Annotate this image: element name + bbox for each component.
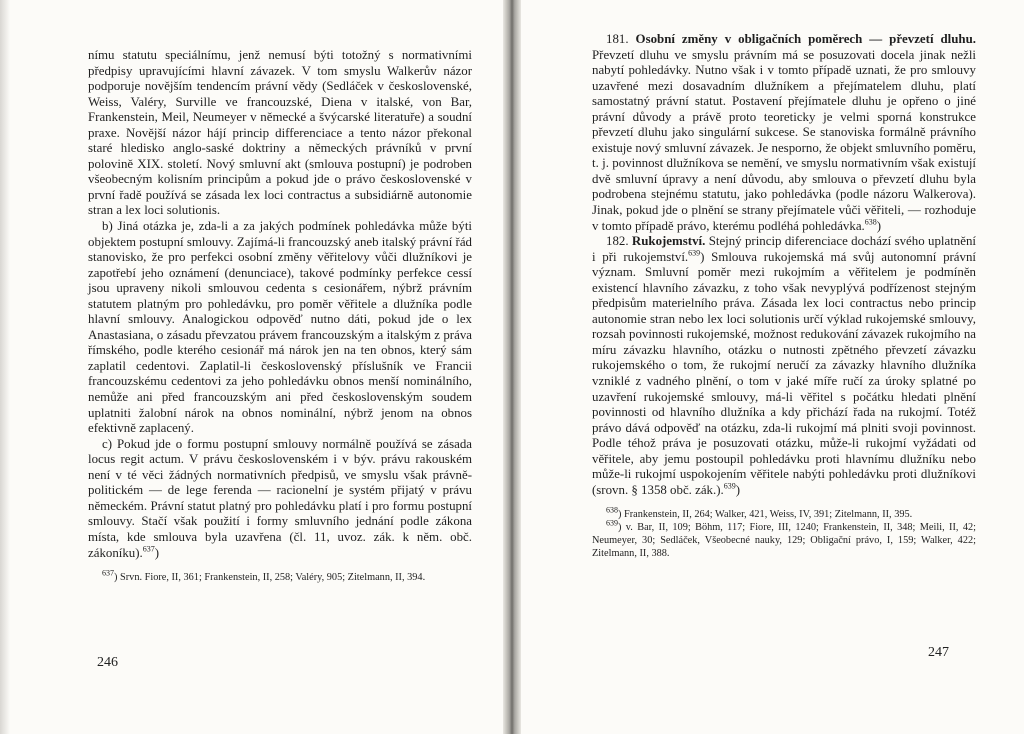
page-number: 247: [928, 645, 949, 660]
left-page: [0, 0, 503, 734]
footnote-ref: 637: [142, 544, 155, 554]
section-title: Osobní změny v obligačních poměrech — převzetí dluhu.: [635, 32, 976, 46]
left-text-column: [88, 48, 472, 584]
section-text: Převzetí dluhu ve smyslu právním má se posuzovati docela jinak nežli nabytí pohledávky. Nutno však i v tomto případě uznati, že pro smlouvy uzavřené mezi dosavadním dlužníkem a přejímatelem dluhu, platí samostatný právní statut. Postavení přejímatele dluhu je opřeno o jiné právní důvody a právě proto teoreticky je velmi sporná konstrukce převzetí dluhu jako singulární sukcese. Se stanoviska formálně právního existuje nový smluvní závazek. Je nesporno, že objekt smluvního poměru, t. j. povinnost dlužníkova se nemění, ve smyslu normativním však existují dvě smluvní úpravy a není důvodu, aby smlouva o převzetí dluhu byla podrobena stejnému statutu, jako pohledávka (podle názoru Walkerova). Jinak, pokud jde o plnění se strany přejímatele vůči věřiteli, — rozhoduje v tomto případě právo, kterému podléhá pohledávka.: [592, 47, 976, 233]
footnote-text: Frankenstein, II, 264; Walker, 421, Weiss, IV, 391; Zitelmann, II, 395.: [624, 509, 913, 521]
book-gutter: [503, 0, 521, 734]
paragraph: nímu statutu speciálnímu, jenž nemusí býti totožný s normativními předpisy upravujícími hlavní závazek. V tom smyslu Walkerův názor podporuje novějším tendencím právní vědy (Sedláček v československé, Weiss, Valéry, Surville ve francouzské, Diena v italské, von Bar, Frankenstein, Meil, Neumeyer v německé a švýcarské literatuře) a soudní praxe. Novější názor hájí princip differenciace a tento názor překonal staré hledisko anglo-saské doktriny a německých právníků v první polovině XIX. století. Nový smluvní akt (smlouva postupní) je podroben všeobecným kolisním principům a pokud jde o právo československé v první řadě používá se zásada lex loci contractus a subsidiárně autonomie stran a lex loci solutionis.: [88, 48, 472, 218]
section-paragraph: 181. Osobní změny v obligačních poměrech — převzetí dluhu. Převzetí dluhu ve smyslu právním má se posuzovati docela jinak nežli nabytí pohledávky. Nutno však i v tomto případě uznati, že pro smlouvy uzavřené mezi dosavadním dlužníkem a přejímatelem dluhu, platí samostatný právní statut. Postavení přejímatele dluhu je opřeno o jiné právní důvody a právě proto teoreticky je velmi sporná konstrukce převzetí dluhu jako singulární sukcese. Se stanoviska formálně právního existuje nový smluvní závazek. Je nesporno, že objekt smluvního poměru, t. j. povinnost dlužníkova se nemění, ve smyslu normativním však existují dvě smluvní úpravy a není důvodu, aby smlouva o převzetí dluhu byla podrobena stejnému statutu, jako pohledávka (podle názoru Walkerova). Jinak, pokud jde o plnění se strany přejímatele vůči věřiteli, — rozhoduje v tomto případě právo, kterému podléhá pohledávka.$^{638}$): [592, 32, 976, 233]
footnote-text: v. Bar, II, 109; Böhm, 117; Fiore, III, 1240; Frankenstein, II, 348; Meili, II, 42; Neumeyer, 30; Sedláček, Všeobecné nauky, 129; Obligační právo, I, 159; Walker, 422; Zitelmann, II, 388.: [592, 522, 976, 560]
page-edge-shadow: [0, 0, 10, 734]
page-number: 246: [97, 655, 118, 670]
footnote: $^{637}$) Srvn. Fiore, II, 361; Frankenstein, II, 258; Valéry, 905; Zitelmann, II, 394.: [102, 568, 426, 584]
right-text-column: [592, 32, 976, 560]
section-title: Rukojemství.: [631, 234, 706, 249]
footnote-ref: 639: [723, 481, 736, 491]
paragraph: b) Jiná otázka je, zda-li a za jakých podmínek pohledávka může býti objektem postupní smlouvy. Zajímá-li francouzský aneb italský právní řád stanovisko, že pro perfekci osobní změny věřitelovy vůči dlužníkovi je zapotřebí jeho oznámení (denunciace), takové podmínky perfekce cessí jsou upraveny nikoli smlouvou cedenta s cesionářem, nýbrž právním statutem platným pro pohledávku, pro poměr věřitele a dlužníka podle hlavní smlouvy. Analogickou odpověď nutno dáti, pokud jde o lex Anastasiana, o zásadu převzatou právem francouzským a italským z práva římského, podle kterého cesionář má nárok jen na ten obnos, který sám zaplatil cedentovi. Zaplatil-li československý příslušník ve Francii francouzskému cedentovi za jeho pohledávku obnos menší nominálního, nemůže ani před francouzským ani před československým soudem uplatniti žalobní nárok na obnos nominální, nýbrž jenom na obnos efektivně zaplacený.: [88, 219, 472, 436]
section-paragraph: 182. Rukojemství. Stejný princip diferenciace dochází svého uplatnění i při rukojemství.$^{639}$) Smlouva rukojemská má svůj autonomní právní význam. Smluvní poměr mezi rukojmím a věřitelem je podmíněn existencí hlavního závazku, z toho však nevyplývá podřízenost stejným předpisům materielního práva. Zásada lex loci contractus nebo princip autonomie stran nebo lex loci solutionis určí výklad rukojemské smlouvy, rozsah povinnosti rukojemské, možnost redukování závazek rukojmího na míru závazku hlavního, otázku o nutnosti zpětného převzetí závazku rukojemského o tom, že rukojmí neručí za závazky hlavního dlužníka vzniklé z vadného plnění, o tom v jaké míře ručí za úroky splatné po uzavření rukojemské smlouvy, má-li věřitel s počátku hledati plnění povinnosti od hlavního dlužníka a kdy přichází řada na rukojmí. Totéž právo dává odpověď na otázku, zda-li rukojmí má plniti svoji povinnost. Podle téhož práva je posuzovati otázku, může-li rukojmí vyžádati od věřitele, aby jemu postoupil pohledávku proti hlavnímu dlužníku nebo může-li rukojmí uspokojením věřitele nabýti pohledávku proti dlužníkovi (srovn. § 1358 obč. zák.).$^{639}$): [592, 234, 977, 497]
footnote-ref: 639: [688, 248, 701, 258]
paragraph: c) Pokud jde o formu postupní smlouvy normálně používá se zásada locus regit actum. V právu československém i v býv. právu rakouském není v té věci žádných normativních předpisů, ve smyslu však právně-politickém — de lege ferenda — racionelní je systém přijatý v právu německém. Právní statut platný pro pohledávku platí i pro formu postupní smlouvy. Stačí však použití i formy smluvního jednání podle zákona místa, kde smlouva byla uzavřena (čl. 11, uvoz. zák. k něm. obč. zákoníku).$^{637}$): [88, 436, 472, 560]
footnote-number: 639: [606, 518, 618, 528]
footnote-number: 638: [606, 505, 618, 515]
footnote-number: 637: [102, 568, 114, 578]
footnote-ref: 638: [864, 217, 877, 227]
paragraph-text: c) Pokud jde o formu postupní smlouvy normálně používá se zásada locus regit actum. V právu československém i v býv. právu rakouském není v té věci žádných normativních předpisů, ve smyslu však právně-politickém — de lege ferenda — racionelní je systém přijatý v právu německém. Právní statut platný pro pohledávku platí i pro formu postupní smlouvy. Stačí však použití i formy smluvního jednání podle zákona místa, kde smlouva byla uzavřena (čl. 11, uvoz. zák. k něm. obč. zákoníku).: [88, 436, 472, 560]
footnote: $^{638}$) Frankenstein, II, 264; Walker, 421, Weiss, IV, 391; Zitelmann, II, 395.: [606, 505, 913, 521]
section-text: Stejný princip diferenciace dochází svého uplatnění i při rukojemství.: [592, 234, 976, 264]
section-text: Smlouva rukojemská má svůj autonomní právní význam. Smluvní poměr mezi rukojmím a věřitelem je podmíněn existencí hlavního závazku, z toho však nevyplývá podřízenost stejným předpisům materielního práva. Zásada lex loci contractus nebo princip autonomie stran nebo lex loci solutionis určí výklad rukojemské smlouvy, rozsah povinnosti rukojemské, možnost redukování závazek rukojmího na míru závazku hlavního, otázku o nutnosti zpětného převzetí závazku rukojemského o tom, že rukojmí neručí za závazky hlavního dlužníka vzniklé z vadného plnění, o tom v jaké míře ručí za úroky splatné po uzavření rukojemské smlouvy, má-li věřitel s počátku hledati plnění povinnosti od hlavního dlužníka a kdy přichází řada na rukojmí. Totéž právo dává odpověď na otázku, zda-li rukojmí má plniti svoji povinnost. Podle téhož práva je posuzovati otázku, může-li rukojmí vyžádati od věřitele, aby jemu postoupil pohledávku proti hlavnímu dlužníku nebo může-li rukojmí uspokojením věřitele nabýti pohledávku proti dlužníkovi (srovn. § 1358 obč. zák.).: [592, 249, 977, 497]
section-number: 182.: [606, 234, 629, 249]
footnote: $^{639}$) v. Bar, II, 109; Böhm, 117; Fiore, III, 1240; Frankenstein, II, 348; Meili, II, 42; Neumeyer, 30; Sedláček, Všeobecné nauky, 129; Obligační právo, I, 159; Walker, 422; Zitelmann, II, 388.: [592, 518, 976, 560]
section-number: 181.: [606, 32, 629, 46]
footnote-text: Srvn. Fiore, II, 361; Frankenstein, II, 258; Valéry, 905; Zitelmann, II, 394.: [120, 572, 426, 584]
right-page: [521, 0, 1024, 734]
